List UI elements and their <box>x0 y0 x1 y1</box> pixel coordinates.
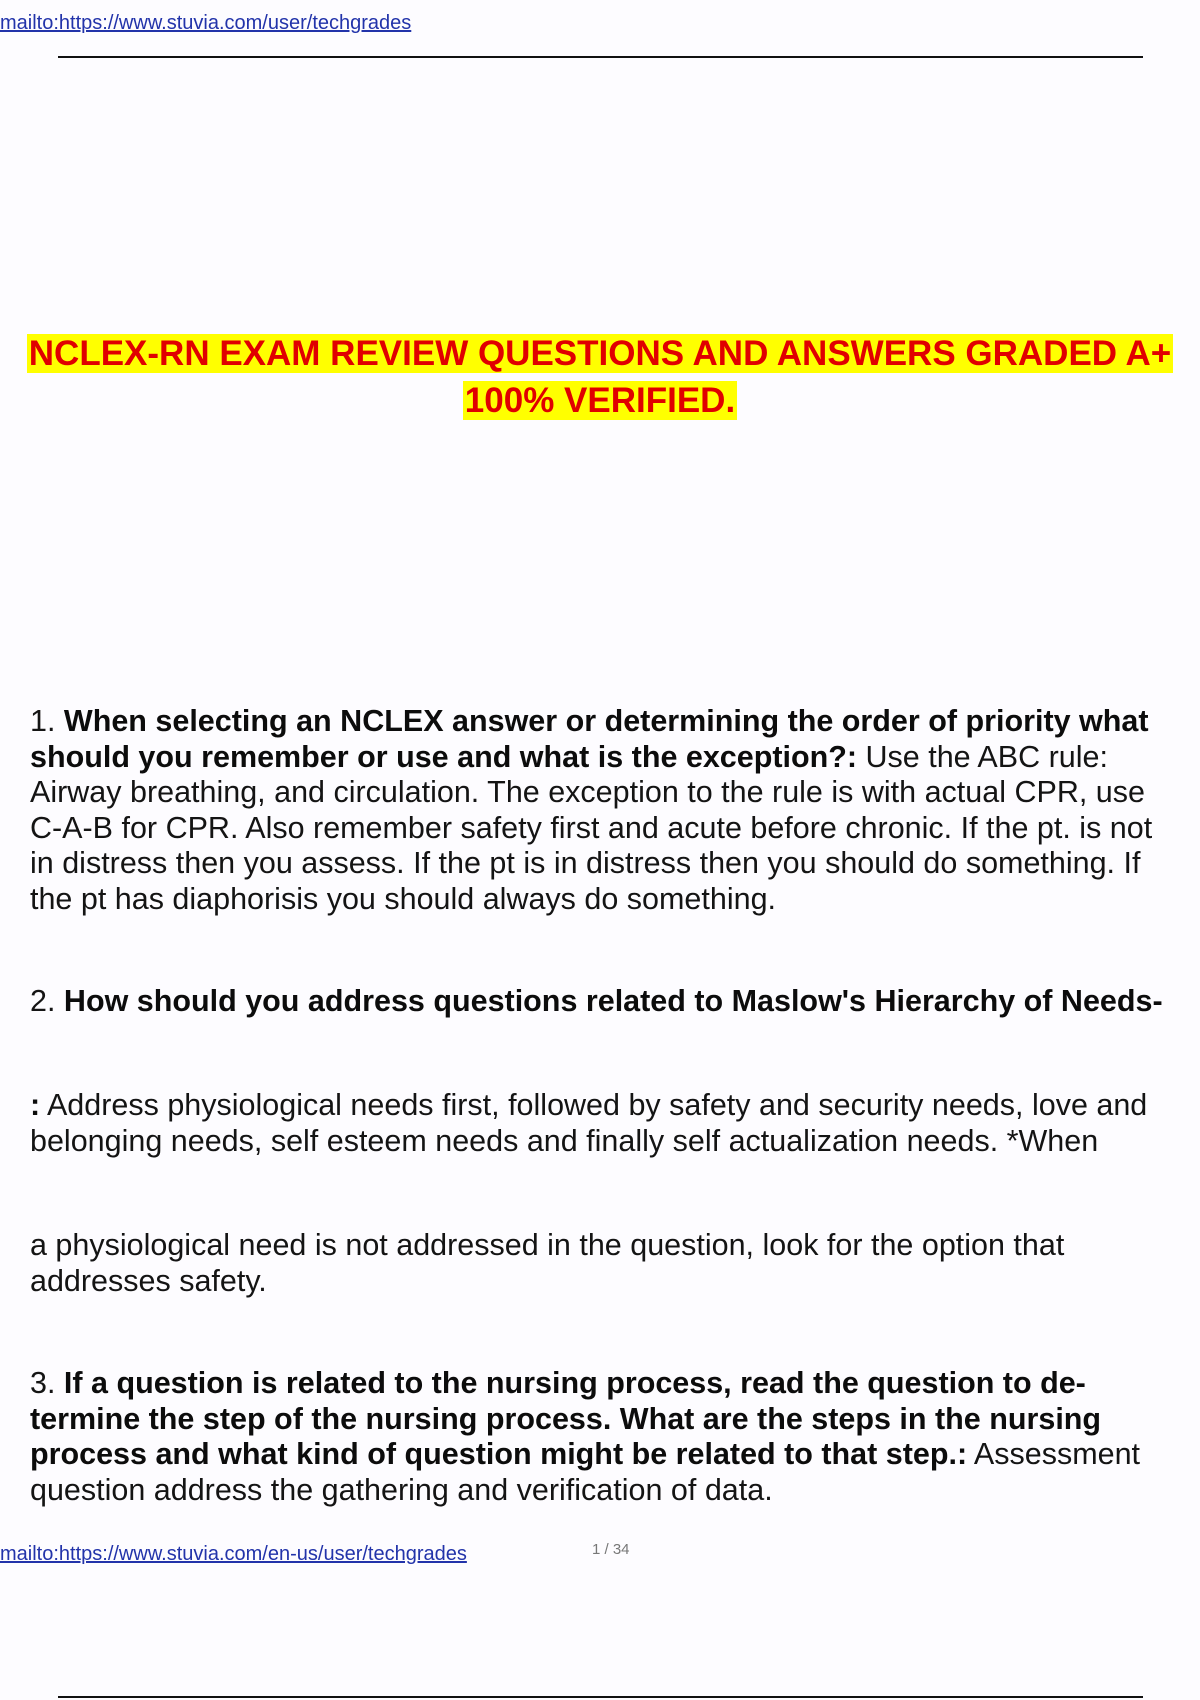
q2-answer-text-1: Address physiological needs first, followed by safety and security needs, love and <box>40 1088 1148 1122</box>
q2-answer-line-3: a physiological need is not addressed in the question, look for the option that <box>30 1228 1065 1262</box>
document-title <box>0 330 1200 424</box>
q2-question-text: How should you address questions related to Maslow's Hierarchy of Needs- <box>63 984 1163 1018</box>
footer-divider <box>58 1696 1143 1698</box>
q3-question-text: If a question is related to the nursing process, read the question to de- <box>63 1366 1086 1400</box>
header-stuvia-link[interactable]: mailto:https://www.stuvia.com/user/techgrades <box>0 12 412 34</box>
question-3 <box>30 1366 1200 1508</box>
q2-answer-line-1 <box>30 1088 1200 1124</box>
q1-question-text-2: should you remember or use and what is the exception?: <box>30 739 858 774</box>
q3-line-1 <box>30 1366 1200 1402</box>
q3-answer-start: Assessment <box>967 1437 1141 1471</box>
question-1 <box>30 704 1200 917</box>
question-2-answer-continued <box>30 1228 1200 1299</box>
footer-stuvia-link[interactable]: mailto:https://www.stuvia.com/en-us/user/techgrades <box>0 1543 467 1565</box>
q1-answer-line-6: the pt has diaphorisis you should always do something. <box>30 881 776 916</box>
q2-number: 2. <box>30 984 64 1018</box>
q1-line-1 <box>30 704 1200 740</box>
page-number: 1 / 34 <box>592 1541 630 1558</box>
header-divider <box>58 56 1143 58</box>
q1-question-text: When selecting an NCLEX answer or determining the order of priority what <box>63 704 1149 738</box>
title-line-2: 100% VERIFIED. <box>464 381 736 420</box>
q3-question-text-2: termine the step of the nursing process. What are the steps in the nursing <box>30 1401 1102 1436</box>
q2-answer-line-2: belonging needs, self esteem needs and finally self actualization needs. *When <box>30 1123 1099 1158</box>
q3-answer-line-4: question address the gathering and verification of data. <box>30 1472 773 1507</box>
question-2-answer <box>30 1088 1200 1159</box>
title-line-1: NCLEX-RN EXAM REVIEW QUESTIONS AND ANSWERS GRADED A+ <box>28 334 1172 373</box>
q1-line-2 <box>30 740 1200 776</box>
q1-answer-line-5: in distress then you assess. If the pt is in distress then you should do something. If <box>30 846 1141 880</box>
q3-number: 3. <box>30 1366 64 1400</box>
question-2 <box>30 984 1200 1020</box>
q1-answer-start: Use the ABC rule: <box>857 739 1108 774</box>
q1-answer-line-4: C-A-B for CPR. Also remember safety first and acute before chronic. If the pt. is not <box>30 810 1153 845</box>
q2-answer-line-4: addresses safety. <box>30 1263 267 1298</box>
q3-line-3 <box>30 1437 1200 1473</box>
q3-question-text-3: process and what kind of question might be related to that step.: <box>30 1437 968 1471</box>
q1-number: 1. <box>30 704 64 738</box>
q1-answer-line-3: Airway breathing, and circulation. The exception to the rule is with actual CPR, use <box>30 775 1145 809</box>
q2-answer-colon: : <box>30 1088 41 1122</box>
q2-line-1 <box>30 984 1200 1020</box>
